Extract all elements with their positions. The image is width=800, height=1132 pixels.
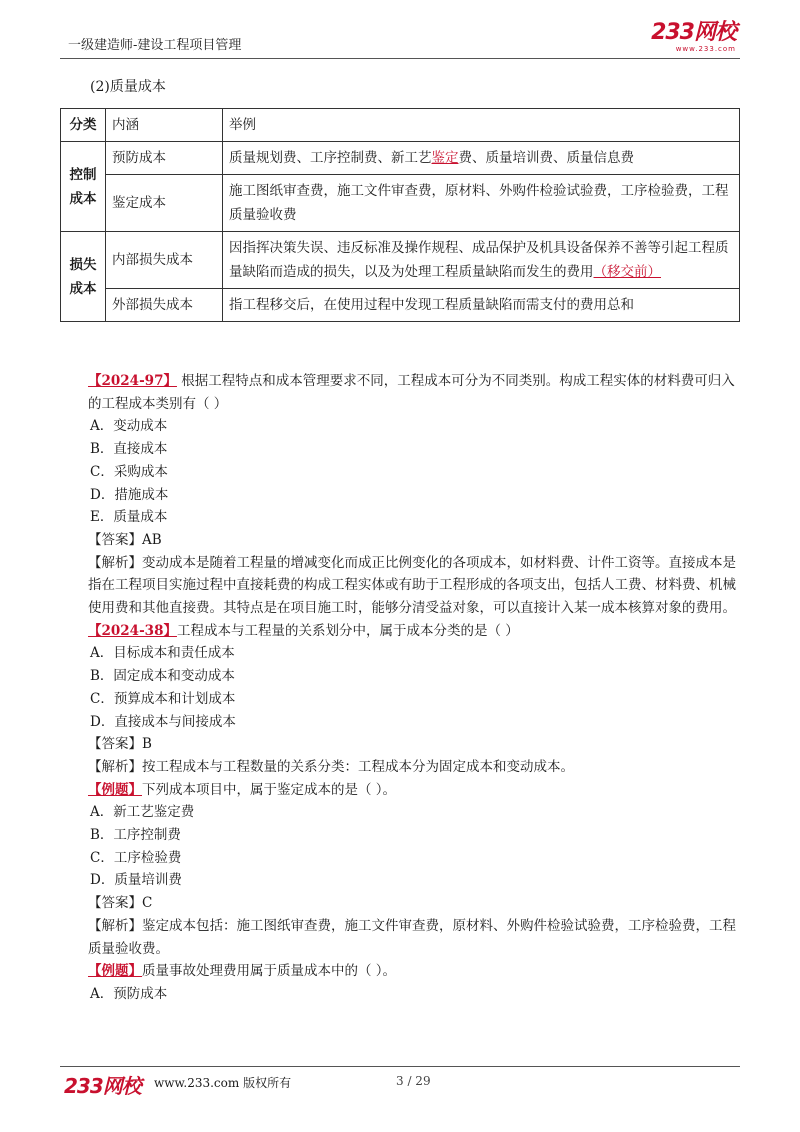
question-tag: 【例题】 — [88, 963, 142, 980]
table-row — [61, 232, 740, 289]
highlight-text: （移交前） — [593, 264, 661, 280]
option: A．预防成本 — [90, 985, 168, 1002]
row-name: 鉴定成本 — [106, 175, 223, 232]
logo-url: www.233.com — [675, 45, 736, 53]
header-title: 一级建造师-建设工程项目管理 — [68, 38, 242, 53]
logo-text: 233网校 — [651, 20, 736, 45]
quality-cost-table — [60, 108, 740, 322]
option: A．变动成本 — [90, 418, 168, 435]
row-example: 指工程移交后，在使用过程中发现工程质量缺陷而需支付的费用总和 — [223, 289, 740, 322]
footer-logo: 233网校 — [64, 1074, 141, 1098]
question-tag: 【例题】 — [88, 781, 142, 798]
table-row — [61, 142, 740, 175]
answer: 【答案】B — [88, 736, 152, 753]
answer: 【答案】AB — [88, 531, 162, 548]
analysis: 【解析】变动成本是随着工程量的增减变化而成正比例变化的各项成本，如材料费、计件工资等。直接成本是指在工程项目实施过程中直接耗费的构成工程实体或有助于工程形成的各项支出，包括人工费、材料费、机械使用费和其他直接费。其特点是在项目施工时，能够分清受益对象，可以直接计入某一成本核算对象的费用。 — [88, 554, 736, 617]
option: C．预算成本和计划成本 — [90, 690, 236, 707]
option: C．采购成本 — [90, 463, 168, 480]
question-stem: 【例题】下列成本项目中，属于鉴定成本的是（ ）。 — [88, 781, 397, 798]
row-name: 外部损失成本 — [106, 289, 223, 322]
option: A．新工艺鉴定费 — [90, 804, 195, 821]
question-stem: 【2024-38】工程成本与工程量的关系划分中，属于成本分类的是（ ） — [88, 622, 519, 639]
question-tag: 【2024-38】 — [88, 622, 177, 639]
group-loss-cost: 损失成本 — [61, 232, 106, 322]
highlight-text: 鉴定 — [431, 150, 459, 166]
option: D．措施成本 — [90, 486, 169, 503]
header-example: 举例 — [223, 109, 740, 142]
page-number: 3 / 29 — [396, 1074, 431, 1088]
footer-divider — [60, 1066, 740, 1067]
option: C．工序检验费 — [90, 849, 182, 866]
group-control-cost: 控制成本 — [61, 142, 106, 232]
row-example: 因指挥决策失误、违反标准及操作规程、成品保护及机具设备保养不善等引起工程质量缺陷而造成的损失，以及为处理工程质量缺陷而发生的费用（移交前） — [223, 232, 740, 289]
page-header — [60, 20, 740, 58]
brand-logo — [651, 22, 736, 53]
option: D．直接成本与间接成本 — [90, 713, 236, 730]
option: A．目标成本和责任成本 — [90, 645, 235, 662]
table-row — [61, 289, 740, 322]
row-example: 施工图纸审查费，施工文件审查费，原材料、外购件检验试验费，工序检验费，工程质量验收费 — [223, 175, 740, 232]
table-row — [61, 175, 740, 232]
analysis: 【解析】鉴定成本包括：施工图纸审查费，施工文件审查费，原材料、外购件检验试验费，工序检验费，工程质量验收费。 — [88, 917, 736, 957]
analysis: 【解析】按工程成本与工程数量的关系分类：工程成本分为固定成本和变动成本。 — [88, 758, 574, 775]
header-meaning: 内涵 — [106, 109, 223, 142]
option: E．质量成本 — [90, 509, 168, 526]
questions-content — [60, 370, 740, 1006]
header-category: 分类 — [61, 109, 106, 142]
header-divider — [60, 58, 740, 59]
section-title: (2)质量成本 — [90, 79, 166, 95]
footer-site: www.233.com 版权所有 — [154, 1076, 292, 1090]
option: B．固定成本和变动成本 — [90, 668, 235, 685]
option: D．质量培训费 — [90, 872, 182, 889]
table-header-row — [61, 109, 740, 142]
option: B．直接成本 — [90, 441, 168, 458]
option: B．工序控制费 — [90, 827, 181, 844]
page-footer — [60, 1066, 740, 1096]
question-tag: 【2024-97】 — [88, 373, 177, 389]
question-stem: 【2024-97】 根据工程特点和成本管理要求不同，工程成本可分为不同类别。构成工程实体的材料费可归入的工程成本类别有（ ） — [88, 373, 735, 412]
question-stem: 【例题】质量事故处理费用属于质量成本中的（ ）。 — [88, 963, 397, 980]
row-name: 预防成本 — [106, 142, 223, 175]
row-example: 质量规划费、工序控制费、新工艺鉴定费、质量培训费、质量信息费 — [223, 142, 740, 175]
row-name: 内部损失成本 — [106, 232, 223, 289]
answer: 【答案】C — [88, 895, 153, 912]
